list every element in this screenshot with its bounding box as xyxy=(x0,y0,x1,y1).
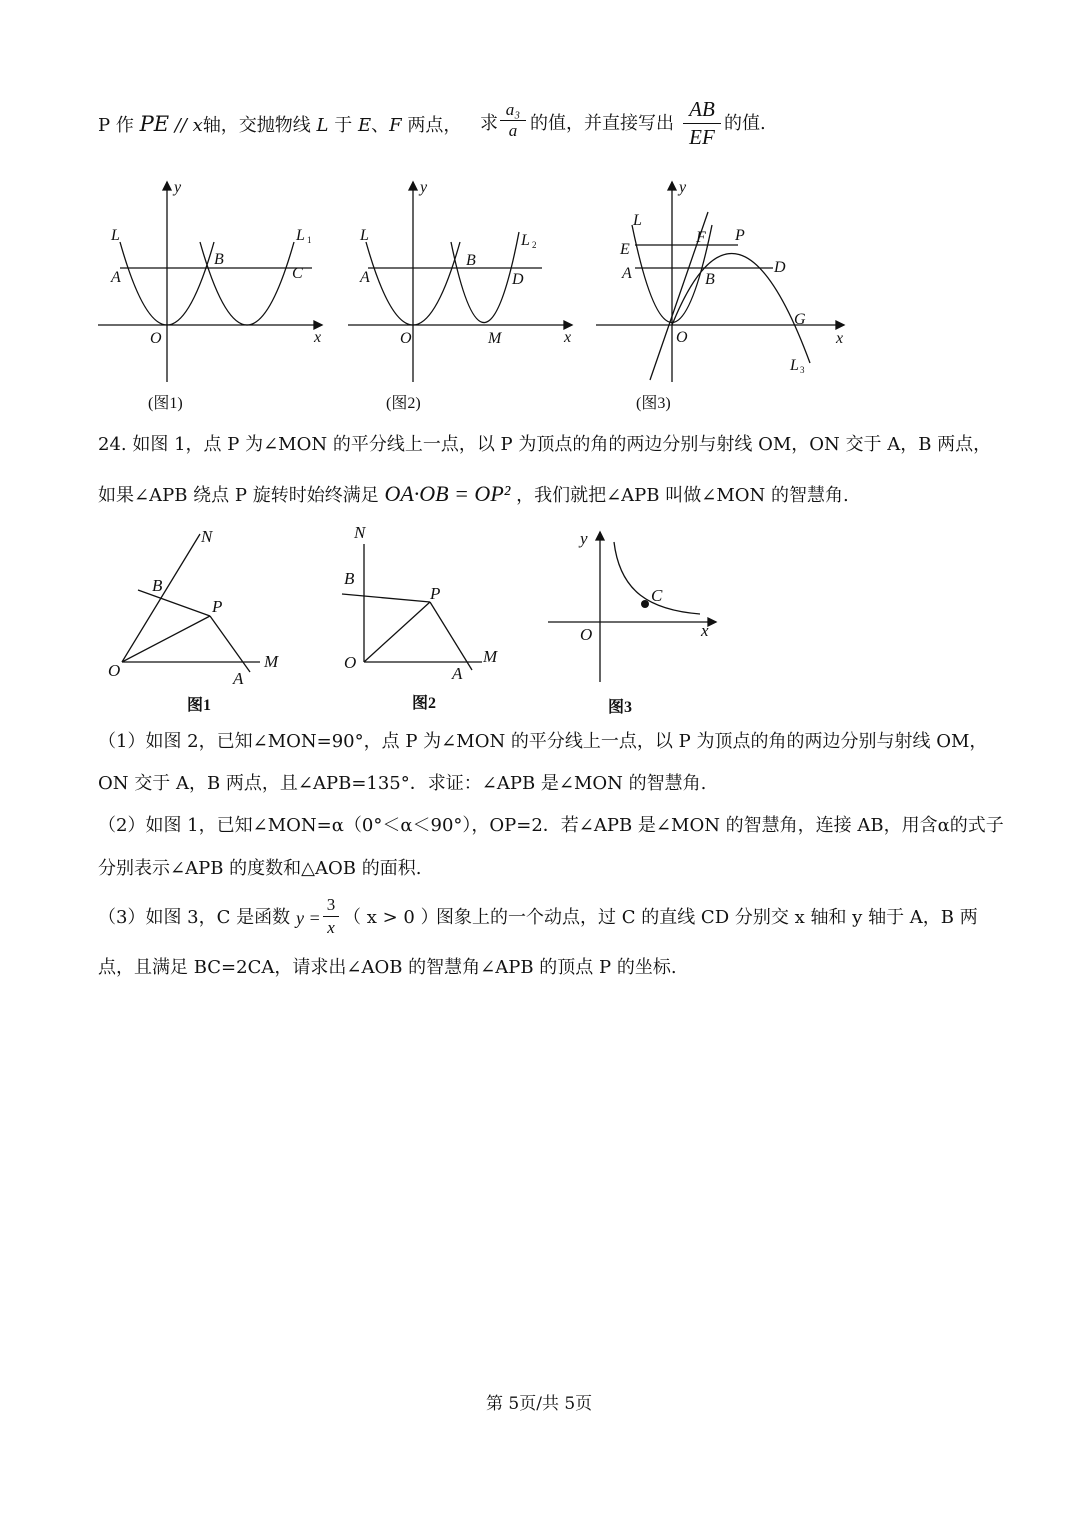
q23-text-4: 两点， xyxy=(407,115,462,136)
q23-text-7: 的值. xyxy=(724,113,766,134)
q24f3-y-arrow xyxy=(596,532,604,540)
fig1-label-C: C xyxy=(292,265,303,282)
fig2-label-A: A xyxy=(360,269,370,286)
q23-text-2: 轴，交抛物线 xyxy=(202,115,311,136)
q24-figure-3 xyxy=(540,522,730,722)
q24f3-label-C: C xyxy=(651,586,663,605)
fig2-label-B: B xyxy=(466,252,476,269)
fig3-parabola-L3 xyxy=(672,253,810,363)
fig3-label-G: G xyxy=(794,311,806,328)
q24f3-label-O: O xyxy=(580,625,593,644)
fraction-3-num: 3 xyxy=(326,895,336,914)
fig2-parabola-L2 xyxy=(451,232,519,323)
q24-part3-condition: （ x > 0 ） xyxy=(343,907,439,928)
fig3-label-E: E xyxy=(620,241,630,258)
q24-part1-line2: ON 交于 A，B 两点，且∠APB=135°．求证：∠APB 是∠MON 的智慧角. xyxy=(98,773,707,794)
q23-text-5: 求 xyxy=(480,113,498,134)
fraction-a3-num: a₃ xyxy=(505,100,521,119)
q24f3-label-x: x xyxy=(701,621,709,640)
fig2-caption: (图2) xyxy=(386,395,421,412)
fig1-label-O: O xyxy=(150,330,162,347)
q24f1-segment-PA xyxy=(210,616,250,672)
fraction-ab-over-ef xyxy=(683,96,721,151)
fig2-label-O: O xyxy=(400,330,412,347)
q24f2-label-N: N xyxy=(354,523,366,542)
q24f2-segment-PA xyxy=(430,602,472,670)
q24-part1-line1: （1）如图 2，已知∠MON=90°，点 P 为∠MON 的平分线上一点，以 P 为顶点的角的两边分别与射线 OM， xyxy=(98,731,988,752)
page-footer: 第 5页/共 5页 xyxy=(486,1394,593,1414)
q24f2-label-M: M xyxy=(483,647,498,666)
fraction-x-den: x xyxy=(323,916,339,939)
fig1-label-L1: L xyxy=(296,227,305,244)
fraction-a3-den: a xyxy=(500,120,526,141)
fig2-label-L: L xyxy=(360,227,369,244)
q24f2-label-P: P xyxy=(430,584,441,603)
fig3-label-O: O xyxy=(676,329,688,346)
q24f1-label-M: M xyxy=(264,652,279,671)
fig3-label-B: B xyxy=(705,271,715,288)
q24f1-label-P: P xyxy=(212,597,223,616)
q24-formula: OA·OB = OP² xyxy=(384,481,511,506)
fig3-x-arrow xyxy=(836,321,844,329)
fraction-ab-num: AB xyxy=(689,97,715,121)
q24-line-2 xyxy=(98,482,849,508)
fig3-label-L3: L xyxy=(790,357,799,374)
fig3-label-D: D xyxy=(774,259,786,276)
q24f3-caption: 图3 xyxy=(608,699,633,716)
fig2-y-arrow xyxy=(409,182,417,190)
fig1-x-arrow xyxy=(314,321,322,329)
fig2-label-D: D xyxy=(512,271,524,288)
fig3-label-P: P xyxy=(735,227,745,244)
q24-part2-line2: 分别表示∠APB 的度数和△AOB 的面积. xyxy=(98,858,422,879)
fig1-label-y: y xyxy=(174,179,182,196)
figure-1 xyxy=(90,170,330,420)
q23-parallel: // xyxy=(174,115,187,136)
figure-3 xyxy=(590,170,850,420)
q24f2-label-B: B xyxy=(344,569,355,588)
fig2-label-x: x xyxy=(564,329,572,346)
q24-part2-line1: （2）如图 1，已知∠MON=α（0°＜α＜90°），OP=2．若∠APB 是∠MON 的智慧角，连接 AB，用含α的式子 xyxy=(98,815,1004,836)
q24-figure-2 xyxy=(330,522,530,722)
q23-sep: 、 xyxy=(371,115,390,136)
q24f1-label-N: N xyxy=(201,527,213,546)
fig1-label-B: B xyxy=(214,251,224,268)
q23-text-3: 于 xyxy=(334,115,353,136)
fig3-label-L: L xyxy=(633,212,642,229)
fig1-label-x: x xyxy=(314,329,322,346)
q24-part3-y: y = xyxy=(296,908,321,928)
q24f1-segment-PB xyxy=(138,590,210,616)
q24f1-label-A: A xyxy=(233,669,244,688)
fig1-label-L1-sub: 1 xyxy=(307,235,312,245)
q23-pe: PE xyxy=(139,112,170,136)
fig1-caption: (图1) xyxy=(148,395,183,412)
fig3-label-A: A xyxy=(622,265,632,282)
q24f1-label-O: O xyxy=(108,661,121,680)
q23-tail-line xyxy=(98,112,461,138)
fig2-x-arrow xyxy=(564,321,572,329)
fraction-ef-den: EF xyxy=(683,123,721,151)
q23-F: F xyxy=(389,115,402,136)
q24f3-x-arrow xyxy=(708,618,716,626)
fig2-label-M: M xyxy=(488,330,502,347)
q24f1-segment-OP xyxy=(122,616,210,662)
q23-L: L xyxy=(316,115,329,136)
q23-x: x xyxy=(192,115,203,136)
q24f3-point-C xyxy=(641,600,649,608)
fig3-label-F: F xyxy=(696,229,706,246)
fraction-3-over-x xyxy=(323,894,339,939)
q24f1-label-B: B xyxy=(152,576,163,595)
q24-part3-line2: 点，且满足 BC=2CA，请求出∠AOB 的智慧角∠APB 的顶点 P 的坐标. xyxy=(98,957,677,978)
fig3-label-L3-sub: 3 xyxy=(800,365,805,375)
fig1-y-arrow xyxy=(163,182,171,190)
q24f2-segment-PB xyxy=(342,594,430,602)
q24f3-label-y: y xyxy=(580,529,588,548)
fig1-label-L: L xyxy=(111,227,120,244)
fig3-label-y: y xyxy=(679,179,687,196)
fig3-y-arrow xyxy=(668,182,676,190)
q24f1-caption: 图1 xyxy=(187,697,212,714)
q24-figure-1 xyxy=(100,522,300,722)
fig2-label-L2: L xyxy=(521,232,530,249)
figure-2 xyxy=(340,170,580,420)
q23-text-1: P 作 xyxy=(98,115,134,136)
q24-line-1: 24. 如图 1，点 P 为∠MON 的平分线上一点，以 P 为顶点的角的两边分别与射线 OM，ON 交于 A，B 两点， xyxy=(98,434,992,455)
fig3-caption: (图3) xyxy=(636,395,671,412)
q24f2-segment-OP xyxy=(364,602,430,662)
q23-E: E xyxy=(357,115,372,136)
q24-line-2b: ，我们就把∠APB 叫做∠MON 的智慧角. xyxy=(516,485,849,506)
q24f2-caption: 图2 xyxy=(412,695,437,712)
fig2-label-L2-sub: 2 xyxy=(532,240,537,250)
q24-part3-text-a: （3）如图 3，C 是函数 xyxy=(98,907,291,928)
q24-line-2a: 如果∠APB 绕点 P 旋转时始终满足 xyxy=(98,485,379,506)
fig2-label-y: y xyxy=(420,179,428,196)
fraction-a3-over-a xyxy=(500,100,526,141)
q24f2-label-A: A xyxy=(452,664,463,683)
q24-part3-text-b: 图象上的一个动点，过 C 的直线 CD 分别交 x 轴和 y 轴于 A，B 两 xyxy=(436,907,978,928)
fig3-label-x: x xyxy=(836,330,844,347)
q23-text-6: 的值，并直接写出 xyxy=(530,113,674,134)
fig1-label-A: A xyxy=(111,269,121,286)
q24f2-label-O: O xyxy=(344,653,357,672)
